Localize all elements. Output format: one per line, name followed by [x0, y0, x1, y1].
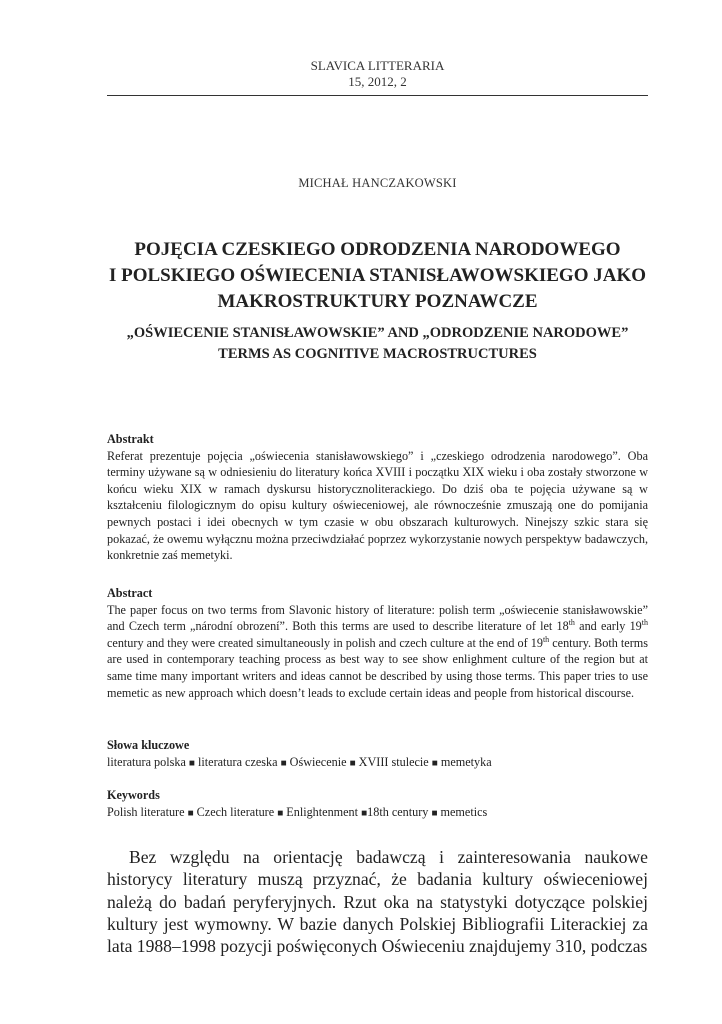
running-header: [107, 58, 648, 90]
author-name: MICHAŁ HANCZAKOWSKI: [298, 176, 457, 190]
title-line: MAKROSTRUKTURY POZNAWCZE: [217, 291, 538, 312]
keyword-item: Czech literature: [196, 804, 275, 819]
journal-issue: 15, 2012, 2: [348, 74, 407, 89]
slowa-kluczowe-section: [107, 737, 648, 772]
keyword-item: memetyka: [440, 754, 492, 769]
keyword-item: Polish literature: [107, 804, 185, 819]
superscript: th: [568, 618, 575, 628]
title-line: POJĘCIA CZESKIEGO ODRODZENIA NARODOWEGO: [134, 239, 621, 260]
abstract-text-part: century. Both terms are used in contemporary teaching process as best way to see show enlighment culture of the region but at same time many important writers and ideas cannot be described by using those terms. This paper tries to use memetic as new approach which doesn’t leads to exclude certain ideas and people from historical discourse.: [107, 635, 648, 700]
slowa-kluczowe-list: [107, 754, 648, 773]
keywords-section: [107, 787, 648, 822]
keyword-item: literatura polska: [107, 754, 186, 769]
separator-square-icon: ■: [431, 807, 438, 819]
article-title: [100, 237, 655, 315]
separator-square-icon: ■: [349, 757, 356, 769]
separator-square-icon: ■: [280, 757, 287, 769]
article-subtitle: [100, 323, 655, 365]
slowa-kluczowe-heading: Słowa kluczowe: [107, 738, 190, 752]
journal-name: SLAVICA LITTERARIA: [310, 58, 445, 73]
subtitle-line: TERMS AS COGNITIVE MACROSTRUCTURES: [218, 346, 537, 362]
body-paragraph: Bez względu na orientację badawczą i zainteresowania naukowe historycy literatury muszą przyznać, że badania kultury oświeceniowej należą do badań peryferyjnych. Rzut oka na statystyki dotyczące polskiej kultury jest wymowny. W bazie danych Polskiej Bibliografii Literackiej za lata 1988–1998 pozycji poświęconych Oświeceniu znajdujemy 310, podczas: [107, 847, 648, 957]
separator-square-icon: ■: [188, 757, 195, 769]
separator-square-icon: ■: [431, 757, 438, 769]
abstract-text-part: century and they were created simultaneously in polish and czech culture at the end of 19: [107, 635, 543, 650]
keywords-list: [107, 804, 648, 823]
abstract-text: [107, 602, 648, 702]
keywords-heading: Keywords: [107, 788, 160, 802]
abstrakt-text: Referat prezentuje pojęcia „oświecenia stanisławowskiego” i „czeskiego odrodzenia narodowego”. Oba terminy używane są w odniesieniu do literatury końca XVIII i początku XIX wieku i oba zostały stworzone w końcu wieku XIX w ramach dyskursu historycznoliterackiego. Do dziś oba te pojęcia używane są w kształceniu filologicznym do opisu kultury oświeceniowej, ale równocześnie zmuszają one do pomijania pewnych postaci i idei obecnych w tym czasie w obu obszarach kulturowych. Ninejszy szkic stara się pokazać, że owemu wyłącznu można przeciwdziałać poprzez wykorzystanie nowych perspektyw badawczych, konkretnie zaś memetyki.: [107, 448, 648, 563]
keyword-item: Oświecenie: [289, 754, 347, 769]
separator-square-icon: ■: [361, 807, 368, 819]
abstrakt-section: [107, 431, 648, 564]
abstract-heading: Abstract: [107, 586, 153, 600]
subtitle-line: „OŚWIECENIE STANISŁAWOWSKIE” AND „ODRODZENIE NARODOWE”: [126, 325, 629, 341]
keyword-item: literatura czeska: [198, 754, 278, 769]
keyword-item: Enlightenment: [286, 804, 359, 819]
keyword-item: XVIII stulecie: [358, 754, 429, 769]
abstract-section: [107, 585, 648, 701]
separator-square-icon: ■: [277, 807, 284, 819]
abstract-text-part: and early 19: [574, 619, 642, 634]
title-line: I POLSKIEGO OŚWIECENIA STANISŁAWOWSKIEGO JAKO: [108, 265, 647, 286]
abstrakt-heading: Abstrakt: [107, 432, 154, 446]
separator-square-icon: ■: [187, 807, 194, 819]
superscript: th: [542, 634, 550, 644]
abstract-text-part: The paper focus on two terms from Slavonic history of literature: polish term „oświecenie stanisławowskie” and Czech term „národní obrození”. Both this terms are used to describe literature of let 18: [107, 602, 648, 634]
superscript: th: [641, 618, 648, 628]
keyword-item: memetics: [440, 804, 488, 819]
header-rule: [107, 95, 648, 96]
keyword-item: 18th century: [367, 804, 429, 819]
